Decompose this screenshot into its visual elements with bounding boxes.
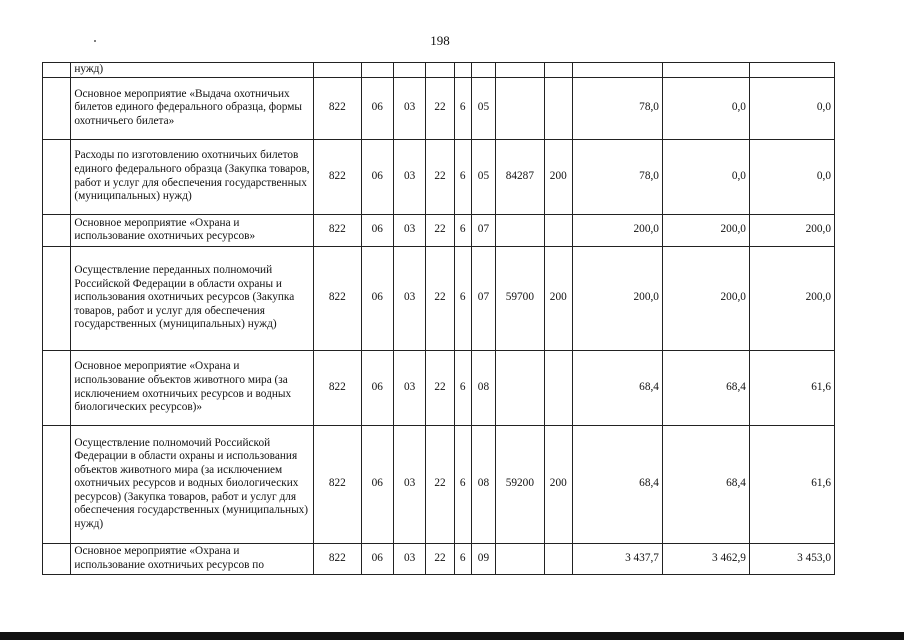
table-row: [43, 214, 835, 246]
amount-year2-cell: 0,0: [662, 77, 749, 139]
amount-year1-cell: 200,0: [572, 214, 662, 246]
program-cell: 22: [426, 139, 454, 214]
section-cell: 06: [361, 350, 393, 425]
amount-year3-cell: [749, 63, 834, 78]
direction-code-cell: [496, 543, 545, 574]
amount-year1-cell: 68,4: [572, 425, 662, 543]
item-name-cell: Основное мероприятие «Охрана и использование охотничьих ресурсов»: [71, 214, 314, 246]
table-row: [43, 246, 835, 350]
amount-year3-cell: 200,0: [749, 246, 834, 350]
table-row: [43, 63, 835, 78]
event-cell: 07: [471, 246, 495, 350]
expense-type-cell: 200: [544, 425, 572, 543]
subprogram-cell: 6: [454, 350, 471, 425]
row-margin-cell: [43, 425, 71, 543]
amount-year2-cell: 200,0: [662, 246, 749, 350]
section-cell: 06: [361, 214, 393, 246]
direction-code-cell: 59700: [496, 246, 545, 350]
row-margin-cell: [43, 63, 71, 78]
program-cell: [426, 63, 454, 78]
event-cell: 08: [471, 425, 495, 543]
grbs-cell: 822: [314, 246, 362, 350]
event-cell: 05: [471, 139, 495, 214]
row-margin-cell: [43, 77, 71, 139]
row-margin-cell: [43, 543, 71, 574]
grbs-cell: 822: [314, 543, 362, 574]
expense-type-cell: [544, 77, 572, 139]
grbs-cell: 822: [314, 77, 362, 139]
subsection-cell: 03: [393, 139, 425, 214]
direction-code-cell: 59200: [496, 425, 545, 543]
event-cell: 08: [471, 350, 495, 425]
row-margin-cell: [43, 350, 71, 425]
amount-year3-cell: 61,6: [749, 350, 834, 425]
bottom-scan-edge: [0, 632, 904, 640]
subsection-cell: 03: [393, 425, 425, 543]
amount-year2-cell: 3 462,9: [662, 543, 749, 574]
grbs-cell: [314, 63, 362, 78]
row-margin-cell: [43, 246, 71, 350]
table-row: [43, 350, 835, 425]
section-cell: 06: [361, 77, 393, 139]
subsection-cell: 03: [393, 214, 425, 246]
subsection-cell: 03: [393, 350, 425, 425]
program-cell: 22: [426, 246, 454, 350]
direction-code-cell: [496, 63, 545, 78]
amount-year2-cell: 68,4: [662, 425, 749, 543]
subsection-cell: 03: [393, 77, 425, 139]
program-cell: 22: [426, 425, 454, 543]
direction-code-cell: [496, 77, 545, 139]
amount-year1-cell: 68,4: [572, 350, 662, 425]
expense-type-cell: [544, 350, 572, 425]
amount-year1-cell: [572, 63, 662, 78]
amount-year1-cell: 78,0: [572, 139, 662, 214]
event-cell: 09: [471, 543, 495, 574]
subprogram-cell: 6: [454, 214, 471, 246]
item-name-cell: Расходы по изготовлению охотничьих билетов единого федерального образца (Закупка товаров, работ и услуг для обеспечения государственных (муниципальных) нужд): [71, 139, 314, 214]
amount-year1-cell: 200,0: [572, 246, 662, 350]
item-name-cell: Основное мероприятие «Выдача охотничьих билетов единого федерального образца, формы охотничьего билета»: [71, 77, 314, 139]
subprogram-cell: [454, 63, 471, 78]
item-name-cell: Основное мероприятие «Охрана и использование объектов животного мира (за исключением охотничьих ресурсов и водных биологических ресурсов)»: [71, 350, 314, 425]
grbs-cell: 822: [314, 350, 362, 425]
subprogram-cell: 6: [454, 425, 471, 543]
event-cell: 05: [471, 77, 495, 139]
program-cell: 22: [426, 77, 454, 139]
item-name-cell: Осуществление переданных полномочий Российской Федерации в области охраны и использования охотничьих ресурсов (Закупка товаров, работ и услуг для обеспечения государственных (муниципальных) нужд): [71, 246, 314, 350]
table-row: [43, 425, 835, 543]
subprogram-cell: 6: [454, 139, 471, 214]
grbs-cell: 822: [314, 139, 362, 214]
row-margin-cell: [43, 214, 71, 246]
section-cell: 06: [361, 139, 393, 214]
subsection-cell: 03: [393, 543, 425, 574]
table-row: [43, 139, 835, 214]
row-margin-cell: [43, 139, 71, 214]
expense-type-cell: [544, 63, 572, 78]
event-cell: [471, 63, 495, 78]
grbs-cell: 822: [314, 214, 362, 246]
scan-speck: [94, 40, 96, 42]
section-cell: [361, 63, 393, 78]
direction-code-cell: 84287: [496, 139, 545, 214]
expense-type-cell: [544, 214, 572, 246]
amount-year3-cell: 3 453,0: [749, 543, 834, 574]
item-name-cell: Основное мероприятие «Охрана и использование охотничьих ресурсов по: [71, 543, 314, 574]
amount-year3-cell: 200,0: [749, 214, 834, 246]
amount-year2-cell: [662, 63, 749, 78]
table-row: [43, 77, 835, 139]
amount-year1-cell: 3 437,7: [572, 543, 662, 574]
amount-year1-cell: 78,0: [572, 77, 662, 139]
subprogram-cell: 6: [454, 77, 471, 139]
item-name-cell: нужд): [71, 63, 314, 78]
direction-code-cell: [496, 350, 545, 425]
amount-year3-cell: 0,0: [749, 77, 834, 139]
amount-year2-cell: 0,0: [662, 139, 749, 214]
item-name-cell: Осуществление полномочий Российской Федерации в области охраны и использования объектов животного мира (за исключением охотничьих ресурсов и водных биологических ресурсов) (Закупка товаров, работ и услуг для обеспечения государственных (муниципальных) нужд): [71, 425, 314, 543]
section-cell: 06: [361, 425, 393, 543]
amount-year3-cell: 61,6: [749, 425, 834, 543]
grbs-cell: 822: [314, 425, 362, 543]
budget-table: [42, 62, 835, 575]
event-cell: 07: [471, 214, 495, 246]
section-cell: 06: [361, 246, 393, 350]
section-cell: 06: [361, 543, 393, 574]
program-cell: 22: [426, 350, 454, 425]
amount-year2-cell: 200,0: [662, 214, 749, 246]
program-cell: 22: [426, 214, 454, 246]
subsection-cell: [393, 63, 425, 78]
expense-type-cell: [544, 543, 572, 574]
table-row: [43, 543, 835, 574]
subsection-cell: 03: [393, 246, 425, 350]
amount-year3-cell: 0,0: [749, 139, 834, 214]
amount-year2-cell: 68,4: [662, 350, 749, 425]
subprogram-cell: 6: [454, 543, 471, 574]
subprogram-cell: 6: [454, 246, 471, 350]
expense-type-cell: 200: [544, 246, 572, 350]
direction-code-cell: [496, 214, 545, 246]
program-cell: 22: [426, 543, 454, 574]
expense-type-cell: 200: [544, 139, 572, 214]
page-number: 198: [430, 33, 450, 48]
